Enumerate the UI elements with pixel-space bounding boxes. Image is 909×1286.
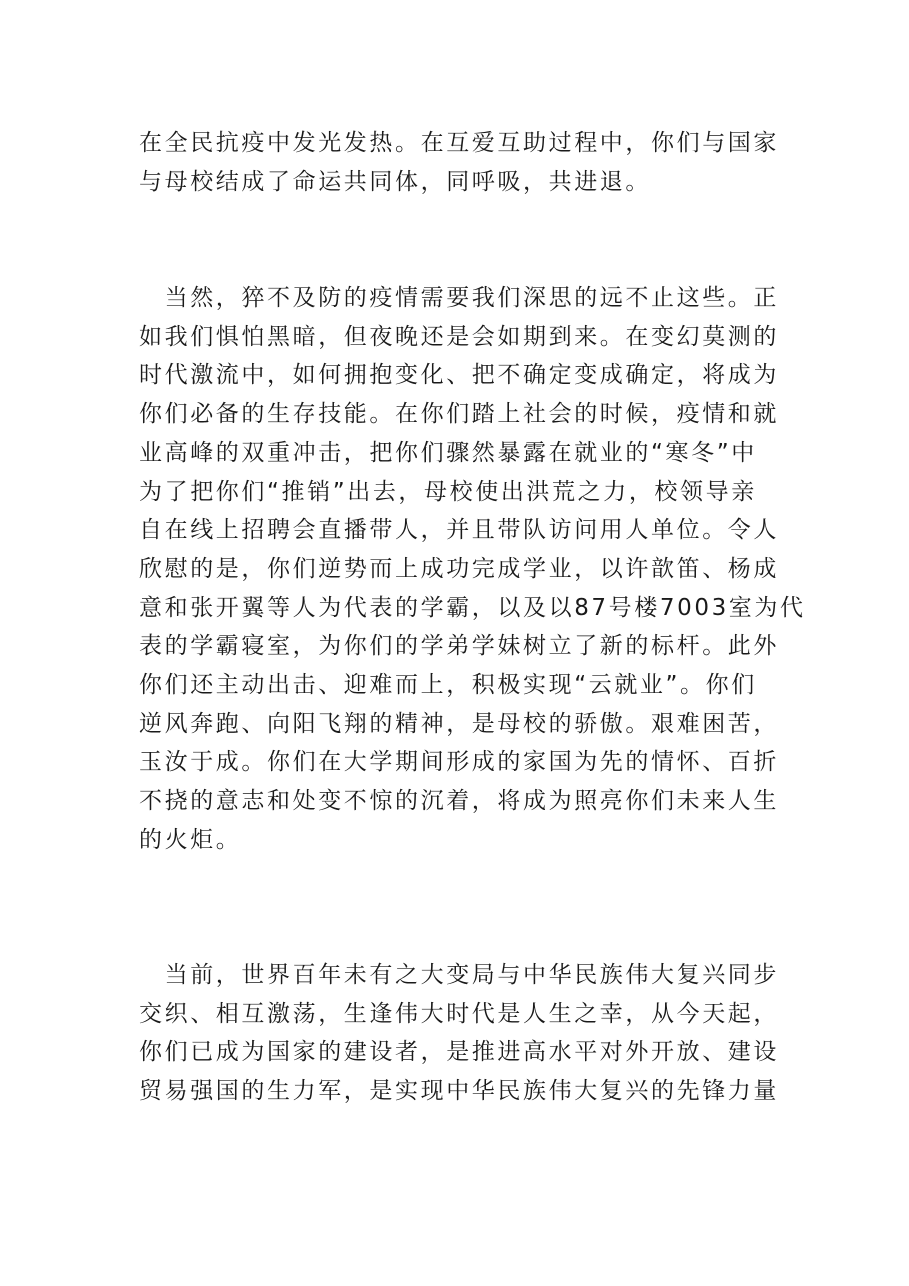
- text-line: 你们还主动出击、迎难而上，积极实现“云就业”。你们: [139, 672, 757, 698]
- text-line: 你们必备的生存技能。在你们踏上社会的时候，疫情和就: [139, 401, 779, 428]
- text-line: 逆风奔跑、向阳飞翔的精神，是母校的骄傲。艰难困苦，: [139, 710, 779, 737]
- text-line: 如我们惧怕黑暗，但夜晚还是会如期到来。在变幻莫测的: [139, 323, 779, 350]
- text-line: 交织、相互激荡，生逢伟大时代是人生之幸，从今天起，: [139, 1000, 779, 1027]
- text-line: 你们已成为国家的建设者，是推进高水平对外开放、建设: [139, 1039, 779, 1066]
- text-line: 玉汝于成。你们在大学期间形成的家国为先的情怀、百折: [139, 749, 779, 776]
- text-line: 的火炬。: [139, 826, 242, 853]
- text-line: 当然，猝不及防的疫情需要我们深思的远不止这些。正: [139, 285, 779, 311]
- text-line: 自在线上招聘会直播带人，并且带队访问用人单位。令人: [139, 517, 779, 544]
- text-line: 意和张开翼等人为代表的学霸，以及以87号楼7003室为代: [139, 594, 806, 621]
- text-line: 与母校结成了命运共同体，同呼吸，共进退。: [139, 168, 651, 195]
- text-line: 欣慰的是，你们逆势而上成功完成学业，以许歆笛、杨成: [139, 555, 779, 582]
- text-line: 贸易强国的生力军，是实现中华民族伟大复兴的先锋力量: [139, 1078, 779, 1105]
- text-line: 当前，世界百年未有之大变局与中华民族伟大复兴同步: [139, 962, 779, 988]
- text-line: 表的学霸寝室，为你们的学弟学妹树立了新的标杆。此外: [139, 633, 779, 660]
- text-line: 时代激流中，如何拥抱变化、把不确定变成确定，将成为: [139, 362, 779, 389]
- text-line: 在全民抗疫中发光发热。在互爱互助过程中，你们与国家: [139, 130, 779, 156]
- text-line: 不挠的意志和处变不惊的沉着，将成为照亮你们未来人生: [139, 788, 779, 815]
- text-line: 为了把你们“推销”出去，母校使出洪荒之力，校领导亲: [139, 478, 757, 505]
- text-line: 业高峰的双重冲击，把你们骤然暴露在就业的“寒冬”中: [139, 439, 757, 466]
